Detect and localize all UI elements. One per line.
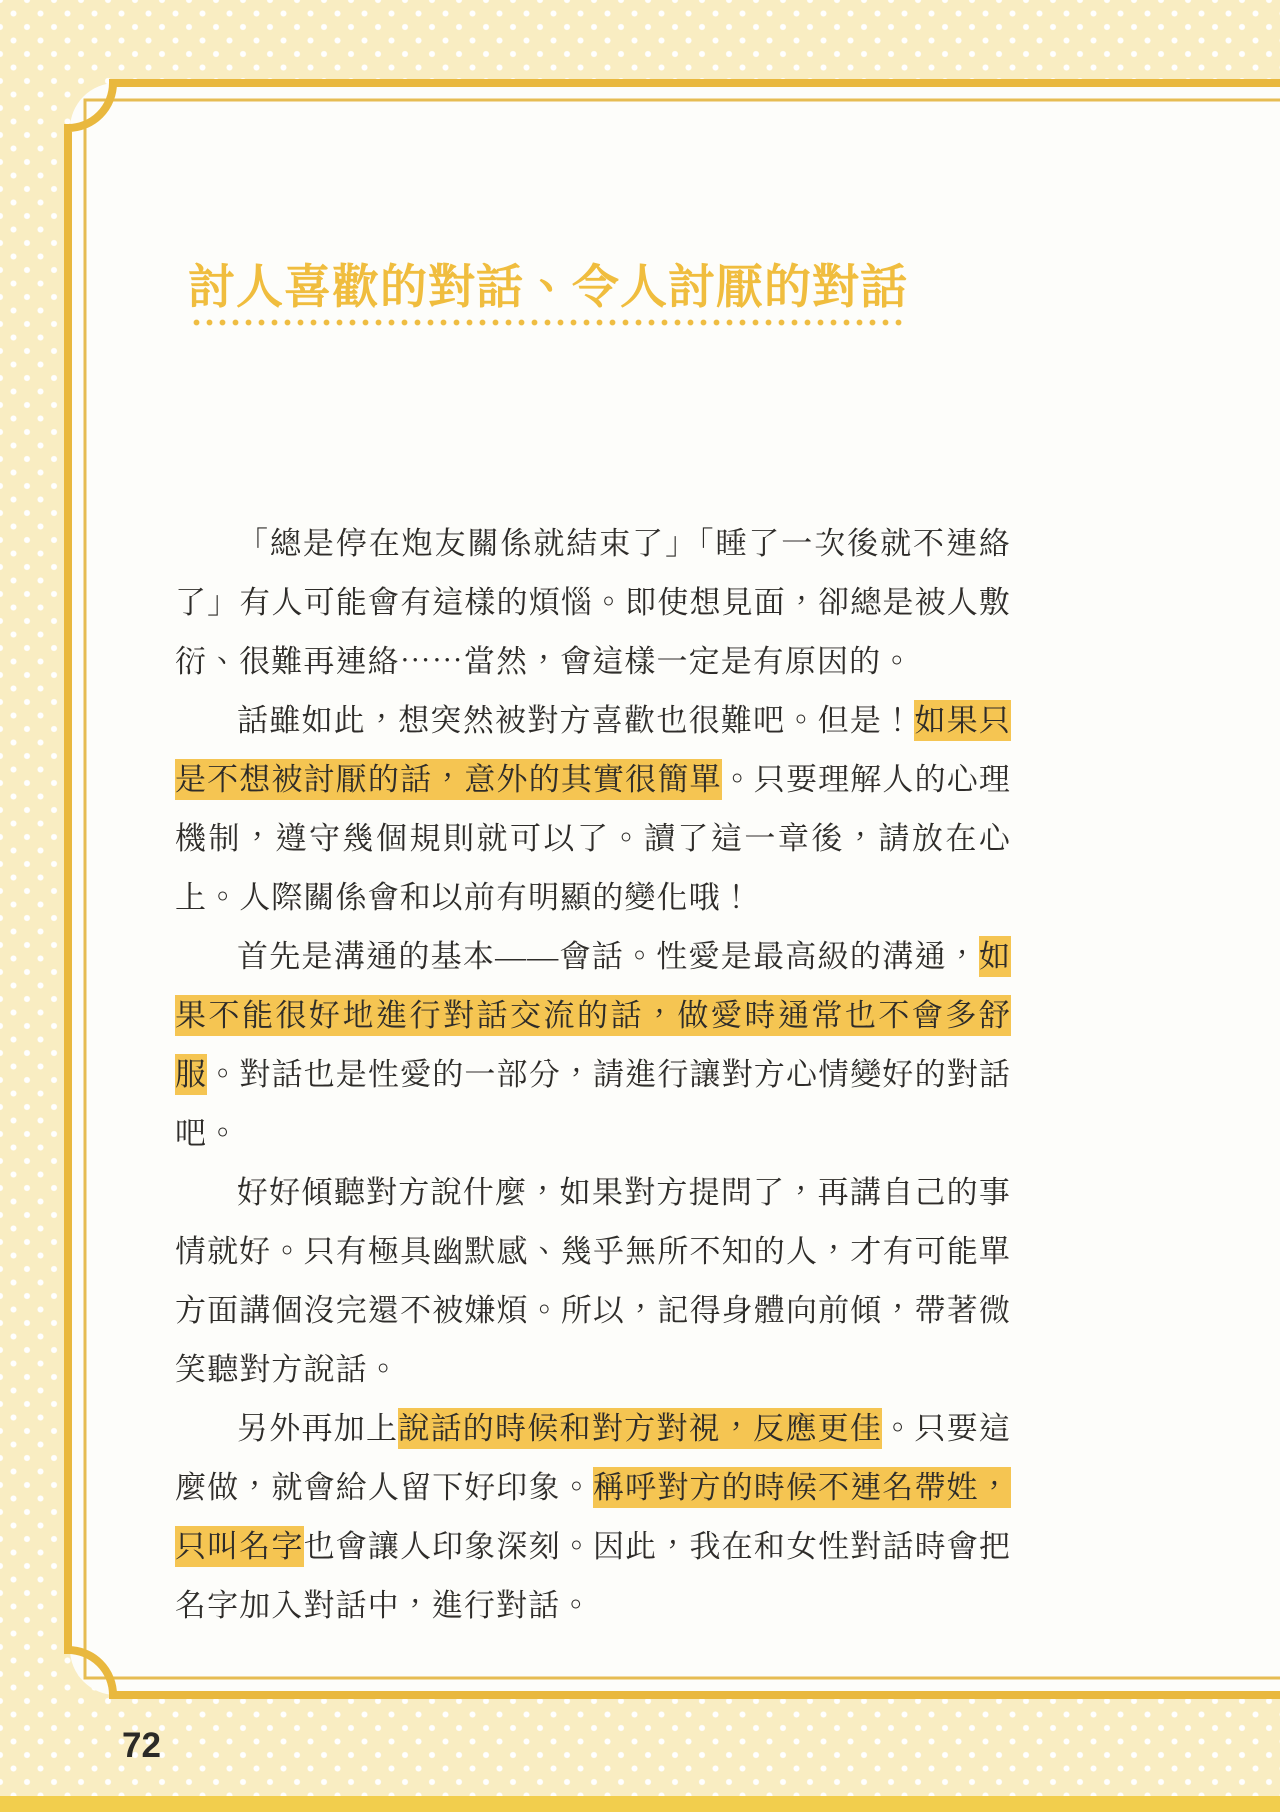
text-run: 。只要這麼做，就會給人留下好印象。 bbox=[175, 1411, 1011, 1505]
highlighted-text: 稱呼對方的時候不連名帶姓，只叫名字 bbox=[175, 1467, 1011, 1567]
chapter-title: 討人喜歡的對話、令人討厭的對話 bbox=[188, 260, 908, 313]
text-run: 「總是停在炮友關係就結束了」「睡了一次後就不連絡了」有人可能會有這樣的煩惱。即使想見面，卻總是被人敷衍、很難再連絡⋯⋯當然，會這樣一定是有原因的。 bbox=[175, 526, 1011, 679]
title-dotted-underline bbox=[190, 317, 906, 326]
bottom-edge-strip bbox=[0, 1796, 1280, 1812]
highlighted-text: 如果只是不想被討厭的話，意外的其實很簡單 bbox=[175, 700, 1011, 800]
highlighted-text: 說話的時候和對方對視，反應更佳 bbox=[398, 1408, 882, 1449]
text-run: 另外再加上 bbox=[237, 1411, 399, 1446]
text-run: 。對話也是性愛的一部分，請進行讓對方心情變好的對話吧。 bbox=[175, 1057, 1011, 1151]
paragraph bbox=[175, 1399, 1011, 1635]
highlighted-text: 如果不能很好地進行對話交流的話，做愛時通常也不會多舒服 bbox=[175, 936, 1011, 1095]
paragraph bbox=[175, 1163, 1011, 1399]
page-number: 72 bbox=[122, 1726, 161, 1765]
text-run: 話雖如此，想突然被對方喜歡也很難吧。但是！ bbox=[237, 703, 915, 738]
paragraph bbox=[175, 927, 1011, 1163]
text-run: 首先是溝通的基本——會話。性愛是最高級的溝通， bbox=[237, 939, 979, 974]
body-text bbox=[175, 514, 1011, 1635]
text-run: 好好傾聽對方說什麼，如果對方提問了，再講自己的事情就好。只有極具幽默感、幾乎無所不知的人，才有可能單方面講個沒完還不被嫌煩。所以，記得身體向前傾，帶著微笑聽對方說話。 bbox=[175, 1175, 1011, 1387]
text-run: 。只要理解人的心理機制，遵守幾個規則就可以了。讀了這一章後，請放在心上。人際關係會和以前有明顯的變化哦！ bbox=[175, 762, 1012, 915]
text-run: 也會讓人印象深刻。因此，我在和女性對話時會把名字加入對話中，進行對話。 bbox=[175, 1529, 1011, 1623]
paragraph bbox=[175, 514, 1011, 691]
paragraph bbox=[175, 691, 1011, 927]
